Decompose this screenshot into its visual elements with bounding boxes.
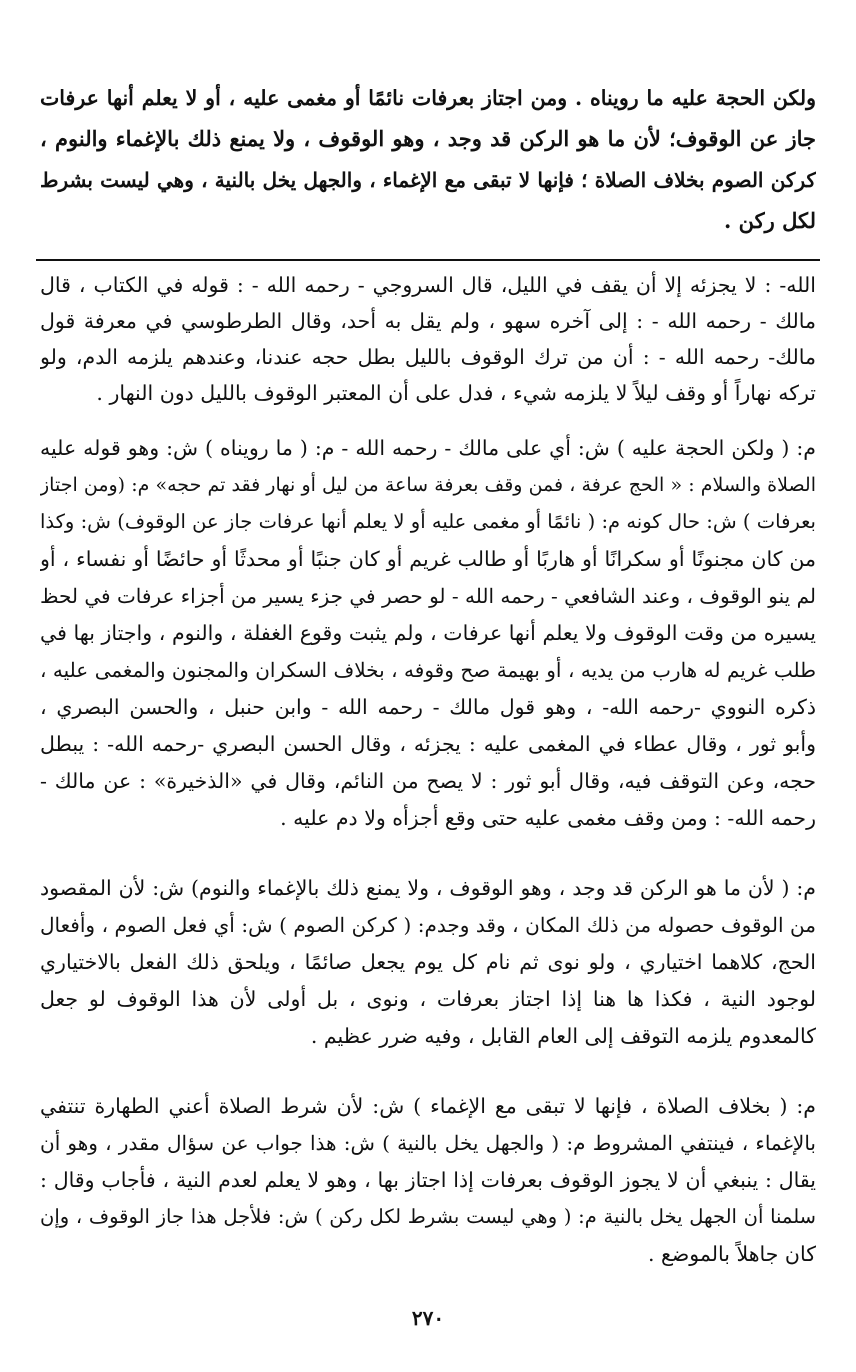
page-number: ٢٧٠ [411,1306,445,1330]
commentary-line: لوجود النية ، فكذا ها هنا إذا اجتاز بعرفات ، ونوى ، بل أولى لأن هذا الوقوف لو جعل [40,987,816,1011]
commentary-line: كالمعدوم يلزمه التوقف إلى العام القابل ، وفيه ضرر عظيم . [310,1024,816,1048]
commentary-line: رحمه الله- : ومن وقف مغمى عليه حتى وقع أجزأه ولا دم عليه . [280,806,816,830]
commentary-line: ذكره النووي -رحمه الله- ، وهو قول مالك - رحمه الله - وابن حنبل ، والحسن البصري ، [40,695,816,719]
commentary-line: حجه، وعن التوقف فيه، وقال أبو ثور : لا يصح من النائم، وقال في «الذخيرة» : عن مالك - [40,769,816,793]
commentary-line: يقال : ينبغي أن لا يجوز الوقوف بعرفات إذا اجتاز بها ، وهو لا يعلم لعدم النية ، فأجاب وقال : [40,1168,816,1192]
commentary-line: سلمنا أن الجهل يخل بالنية م: ( وهي ليست بشرط لكل ركن ) ش: فلأجل هذا جاز الوقوف ، وإن [40,1205,816,1228]
commentary-line: الحج، كلاهما اختياري ، ولو نوى ثم نام كل يوم يجعل صائمًا ، ويلحق ذلك الفعل بالاختياري [40,950,816,974]
main-text-line: كركن الصوم بخلاف الصلاة ؛ فإنها لا تبقى مع الإغماء ، والجهل يخل بالنية ، وهي ليست بشرط [40,168,816,192]
commentary-line: الصلاة والسلام : « الحج عرفة ، فمن وقف بعرفة ساعة من ليل أو نهار فقد تم حجه» م: (ومن اجتاز [40,474,816,496]
commentary-line: الله- : لا يجزئه إلا أن يقف في الليل، قال السروجي - رحمه الله - : قوله في الكتاب ، قال [40,273,816,297]
commentary-line: من كان مجنونًا أو سكرانًا أو هاربًا أو طالب غريم أو كان جنبًا أو محدثًا أو حائضًا أو نفساء ، أو [40,547,816,571]
separator-rule [36,259,820,261]
main-text-line: ولكن الحجة عليه ما رويناه . ومن اجتاز بعرفات نائمًا أو مغمى عليه ، أو لا يعلم أنها عرفات [40,86,816,110]
commentary-line: يسيره من وقت الوقوف ولا يعلم أنها عرفات ، ولم يثبت وقوع الغفلة ، والنوم ، واجتاز بها في [40,621,816,645]
commentary-line: بالإغماء ، فينتفي المشروط م: ( والجهل يخل بالنية ) ش: هذا جواب عن سؤال مقدر ، وهو أن [40,1131,816,1155]
commentary-line: تركه نهاراً أو وقف ليلاً لا يلزمه شيء ، فدل على أن المعتبر الوقوف بالليل دون النهار . [96,381,816,405]
commentary-line: م: ( لأن ما هو الركن قد وجد ، وهو الوقوف ، ولا يمنع ذلك بالإغماء والنوم) ش: لأن المقصود [40,876,816,900]
commentary-line: بعرفات ) ش: حال كونه م: ( نائمًا أو مغمى عليه أو لا يعلم أنها عرفات جاز عن الوقوف) ش: وكذا [40,510,816,533]
commentary-line: لم ينو الوقوف ، وعند الشافعي - رحمه الله - لو حصر في جزء يسير من أجزاء عرفات في لحظ [40,584,816,608]
main-text-line: جاز عن الوقوف؛ لأن ما هو الركن قد وجد ، وهو الوقوف ، ولا يمنع ذلك بالإغماء والنوم ، [40,126,816,151]
commentary-line: كان جاهلاً بالموضع . [647,1242,816,1266]
main-text-line: لكل ركن . [724,208,816,233]
commentary-line: م: ( ولكن الحجة عليه ) ش: أي على مالك - رحمه الله - م: ( ما رويناه ) ش: وهو قوله عليه [40,436,816,460]
commentary-line: مالك- رحمه الله - : أن من ترك الوقوف بالليل بطل حجه عندنا، وعندهم يلزمه الدم، ولو [40,345,816,369]
commentary-line: مالك - رحمه الله - : إلى آخره سهو ، ولم يقل به أحد، وقال الطرطوسي في معرفة قول [40,309,816,333]
commentary-line: وأبو ثور ، وقال عطاء في المغمى عليه : يجزئه ، وقال الحسن البصري -رحمه الله- : يبطل [40,732,816,756]
commentary-line: طلب غريم له هارب من يديه ، أو بهيمة صح وقوفه ، بخلاف السكران والمجنون والمغمى عليه ، [40,658,816,682]
commentary-line: م: ( بخلاف الصلاة ، فإنها لا تبقى مع الإغماء ) ش: لأن شرط الصلاة أعني الطهارة تنتفي [40,1094,816,1118]
commentary-line: من الوقوف حصوله من ذلك المكان ، وقد وجدم: ( كركن الصوم ) ش: أي فعل الصوم ، وأفعال [40,913,816,937]
